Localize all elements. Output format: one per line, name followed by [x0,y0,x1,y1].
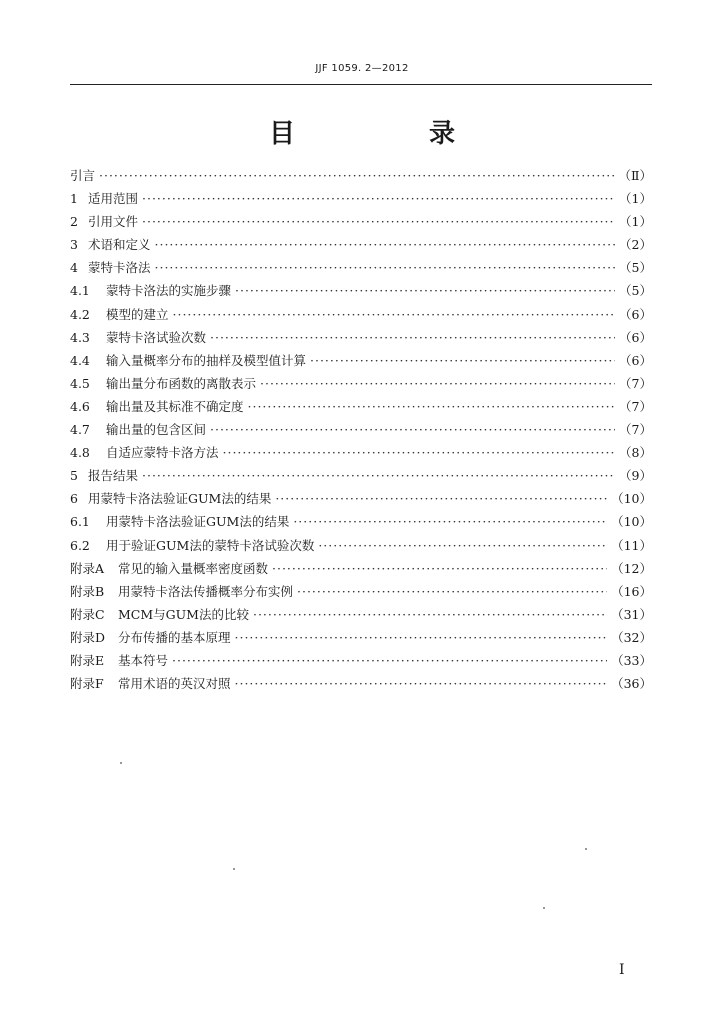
toc-entry-label: 引用文件 [88,214,139,230]
toc-dot-leader [272,557,607,580]
toc-entry-number: 6 [70,491,78,507]
page-number: I [619,962,625,978]
toc-entry-label: 用蒙特卡洛法验证GUM法的结果 [88,491,272,507]
toc-entry-number: 2 [70,214,78,230]
toc-entry-number: 4.6 [70,398,90,414]
toc-entry-label: 报告结果 [88,468,139,484]
toc-entry-label: 术语和定义 [88,237,151,253]
toc-entry-page: （5） [619,283,652,299]
toc-entry-page: （31） [611,606,652,622]
scan-speck [543,907,545,909]
toc-entry [70,210,652,233]
toc-entry [70,256,652,279]
toc-dot-leader [210,418,615,441]
toc-dot-leader [260,372,615,395]
toc-entry-label: 自适应蒙特卡洛方法 [106,445,219,461]
toc-entry-label: 输出量分布函数的离散表示 [106,375,257,391]
toc-entry-page: （32） [611,629,652,645]
toc-entry [70,557,652,580]
toc-dot-leader [142,464,615,487]
toc-entry-page: （7） [619,375,652,391]
toc-entry-number: 1 [70,191,78,207]
toc-entry-page: （33） [611,652,652,668]
toc-dot-leader [142,187,615,210]
toc-entry-number: 4.5 [70,375,90,391]
toc-entry [70,418,652,441]
toc-entry-number: 附录D [70,629,106,645]
toc-entry [70,534,652,557]
toc-entry-label: 基本符号 [118,652,169,668]
toc-entry [70,510,652,533]
toc-entry-number: 附录B [70,583,105,599]
toc-entry [70,672,652,695]
toc-entry-page: （6） [619,329,652,345]
toc-dot-leader [172,649,607,672]
toc-entry-number: 3 [70,237,78,253]
toc-entry-label: 适用范围 [88,191,139,207]
toc-entry-label: 分布传播的基本原理 [118,629,231,645]
scan-speck [233,868,235,870]
toc-entry [70,580,652,603]
toc-entry-page: （2） [619,237,652,253]
toc-entry-label: 输出量及其标准不确定度 [106,398,244,414]
toc-entry-label: 模型的建立 [106,306,169,322]
scan-speck [120,762,122,764]
toc-entry-page: （6） [619,352,652,368]
toc-entry [70,603,652,626]
toc-entry-label: 蒙特卡洛法的实施步骤 [106,283,232,299]
toc-entry [70,649,652,672]
toc-entry-label: 蒙特卡洛试验次数 [106,329,207,345]
toc-entry-page: （5） [619,260,652,276]
toc-entry-page: （10） [611,491,652,507]
toc-entry-label: 用蒙特卡洛法验证GUM法的结果 [106,514,290,530]
toc-entry [70,626,652,649]
toc-dot-leader [142,210,615,233]
toc-dot-leader [253,603,607,626]
document-code-header: JJF 1059. 2—2012 [315,63,409,74]
toc-entry-label: 常见的输入量概率密度函数 [118,560,269,576]
toc-dot-leader [235,626,608,649]
toc-entry-number: 4.1 [70,283,90,299]
toc-dot-leader [310,349,615,372]
toc-entry-label: 引言 [70,168,96,183]
toc-entry [70,233,652,256]
toc-entry-label: 用于验证GUM法的蒙特卡洛试验次数 [106,537,315,553]
toc-dot-leader [155,256,616,279]
toc-entry [70,441,652,464]
toc-entry-number: 4.3 [70,329,90,345]
toc-dot-leader [173,303,616,326]
toc-entry-number: 附录C [70,606,105,622]
toc-entry-page: （11） [611,537,652,553]
toc-dot-leader [318,534,607,557]
toc-entry-label: MCM与GUM法的比较 [118,606,249,622]
toc-dot-leader [210,326,615,349]
toc-dot-leader [235,279,615,302]
toc-entry-page: （16） [611,583,652,599]
toc-entry-page: （1） [619,191,652,207]
toc-entry-page: （1） [619,214,652,230]
toc-entry [70,303,652,326]
toc-entry-page: （8） [619,445,652,461]
toc-entry-label: 输出量的包含区间 [106,422,207,438]
page-title: 目 录 [268,119,509,149]
toc-entry [70,487,652,510]
toc-entry-page: （7） [619,422,652,438]
toc-entry [70,187,652,210]
toc-entry [70,326,652,349]
toc-dot-leader [293,510,607,533]
toc-entry-page: （12） [611,560,652,576]
toc-dot-leader [223,441,616,464]
toc-entry-number: 6.2 [70,537,90,553]
toc-entry-label: 常用术语的英汉对照 [118,676,231,692]
toc-entry-number: 4.4 [70,352,90,368]
toc-entry-label: 输入量概率分布的抽样及模型值计算 [106,352,307,368]
toc-entry [70,349,652,372]
toc-entry-label: 用蒙特卡洛法传播概率分布实例 [118,583,294,599]
toc-dot-leader [248,395,616,418]
toc-dot-leader [297,580,607,603]
toc-entry-page: （9） [619,468,652,484]
toc-entry-number: 4.8 [70,445,90,461]
toc-entry [70,372,652,395]
toc-entry [70,164,652,187]
toc-entry-number: 6.1 [70,514,90,530]
toc-entry-number: 4.7 [70,422,90,438]
table-of-contents [70,164,652,695]
header-rule [70,84,652,85]
toc-entry-page: （7） [619,398,652,414]
toc-entry-page: （10） [611,514,652,530]
toc-entry-number: 附录F [70,676,104,692]
toc-entry-number: 附录A [70,560,105,576]
toc-dot-leader [99,164,614,187]
toc-entry [70,395,652,418]
toc-dot-leader [235,672,608,695]
toc-entry [70,279,652,302]
toc-entry-label: 蒙特卡洛法 [88,260,151,276]
scan-speck [585,848,587,850]
toc-entry-page: （6） [619,306,652,322]
toc-entry-number: 附录E [70,652,105,668]
toc-dot-leader [155,233,616,256]
toc-entry-number: 5 [70,468,78,484]
toc-entry-number: 4.2 [70,306,90,322]
toc-entry-page: （36） [611,676,652,692]
toc-dot-leader [275,487,607,510]
toc-entry [70,464,652,487]
toc-entry-page: （Ⅱ） [618,168,652,183]
toc-entry-number: 4 [70,260,78,276]
